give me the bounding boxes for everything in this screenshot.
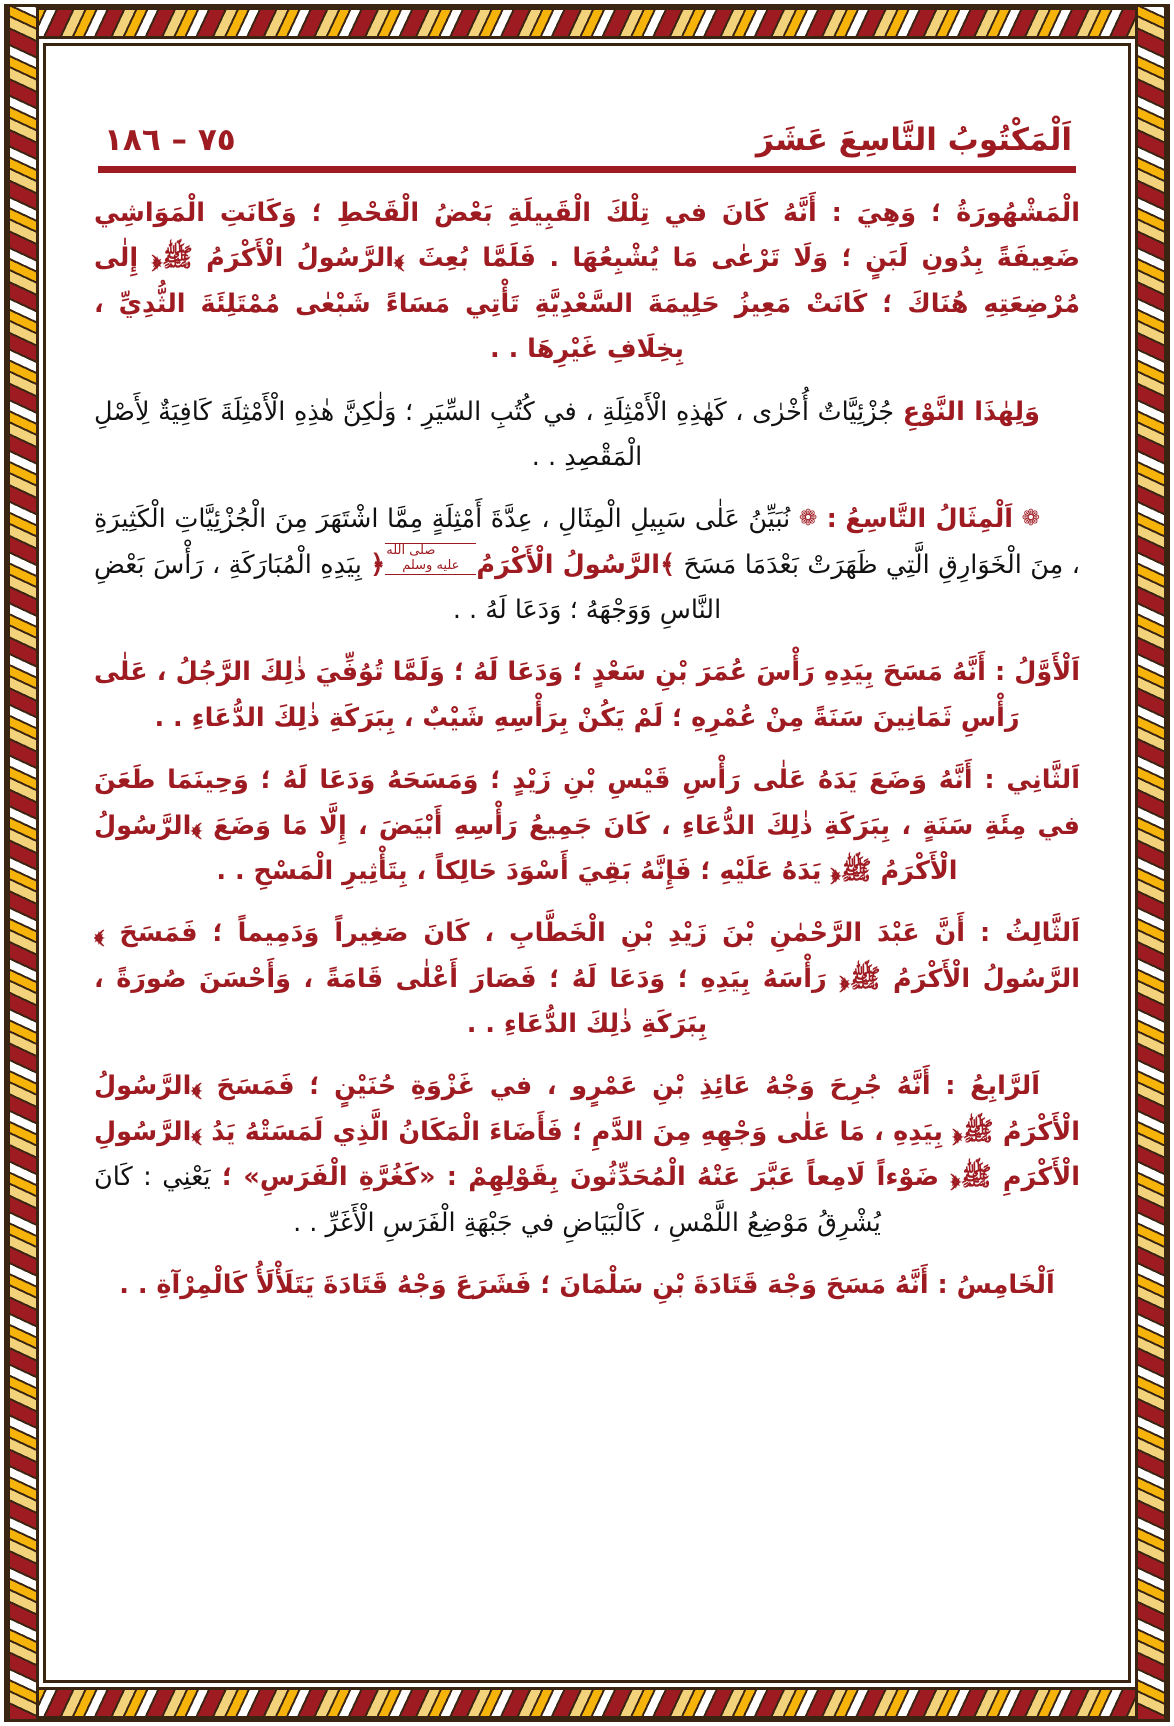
outer-frame xyxy=(4,4,1170,1722)
p3-rasul-open-bracket: ﴾ xyxy=(660,549,676,580)
p1-line-3: كَانَتْ مَعِيزُ حَلِيمَةَ السَّعْدِيَّةِ تَأْتِي مَسَاءً شَبْعٰى مُمْتَلِئَةَ الثُّدِيِّ ، بِخِلَافِ غَيْرِهَا . . xyxy=(94,288,868,365)
paragraph-6 xyxy=(94,911,1080,1047)
page-body xyxy=(94,191,1080,1308)
p5-line-1: اَلثَّانِي : أَنَّهُ وَضَعَ يَدَهُ عَلٰى رَأْسِ قَيْسِ بْنِ زَيْدٍ ؛ وَمَسَحَهُ وَدَعَا لَهُ ؛ وَحِينَمَا طَعَنَ xyxy=(94,765,1080,796)
paragraph-8 xyxy=(94,1263,1080,1308)
page-title: اَلْمَكْتُوبُ التَّاسِعَ عَشَرَ xyxy=(755,122,1072,158)
p3-body: نُبَيِّنُ عَلٰى سَبِيلِ الْمِثَالِ ، عِدَّةَ أَمْثِلَةٍ مِمَّا اشْتَهَرَ مِنَ الْجُزْئِيَّاتِ الْكَثِيرَةِ ، مِنَ الْخَوَارِقِ الَّتِي ظَهَرَتْ بَعْدَمَا مَسَحَ xyxy=(94,504,1080,580)
border-braid-bottom xyxy=(7,1687,1167,1719)
p3-rasul-name: الرَّسُولُ الْأَكْرَمُ xyxy=(476,549,661,580)
flower-ornament-left-icon: ❁ xyxy=(798,506,818,532)
page-header xyxy=(94,94,1080,156)
header-divider-rule xyxy=(98,166,1076,173)
p2-red-phrase: وَلِهٰذَا النَّوْعِ xyxy=(902,396,1040,427)
p1-line-1: الْمَشْهُورَةُ ؛ وَهِيَ : أَنَّهُ كَانَ في تِلْكَ الْقَبِيلَةِ بَعْضُ الْقَحْطِ ؛ وَكَانَتِ الْمَوَاشِي ضَعِيفَةً بِدُونِ xyxy=(94,198,1080,274)
flower-ornament-right-icon: ❁ xyxy=(1021,506,1041,532)
page-number: ٧٥ – ١٨٦ xyxy=(104,122,236,158)
page-content xyxy=(94,94,1080,1634)
p7-line-3: ﴾الرَّسُولِ الْأَكْرَمِ ﷺ﴿ ضَوْءاً لَامِعاً عَبَّرَ عَنْهُ الْمُحَدِّثُونَ بِقَوْلِهِمْ : «كَغُرَّةِ الْفَرَسِ» ؛ xyxy=(94,1116,1080,1193)
p6-line-1: اَلثَّالِثُ : أَنَّ عَبْدَ الرَّحْمٰنِ بْنَ زَيْدِ بْنِ الْخَطَّابِ ، كَانَ صَغِيراً وَدَمِيماً ؛ فَمَسَحَ xyxy=(119,918,1080,949)
p7-line-4: يَعْنِي : كَانَ يُشْرِقُ مَوْضِعُ اللَّمْسِ ، كَالْبَيَاضِ في جَبْهَةِ الْفَرَسِ الْأَغَرِّ . . xyxy=(94,1162,881,1238)
p5-line-3: الْأَكْرَمُ ﷺ﴿ يَدَهُ عَلَيْهِ ؛ فَإِنَّهُ بَقِيَ أَسْوَدَ حَالِكاً ، بِتَأْثِيرِ الْمَسْحِ . . xyxy=(216,855,958,886)
p5-line-2: في مِئَةِ سَنَةٍ ، بِبَرَكَةِ ذٰلِكَ الدُّعَاءِ ، كَانَ جَمِيعُ رَأْسِهِ أَبْيَضَ ، إِلَّا مَا وَضَعَ ﴾الرَّسُولُ xyxy=(94,810,1080,841)
border-braid-top xyxy=(7,7,1167,39)
paragraph-7 xyxy=(94,1064,1080,1246)
p7-line-1: اَلرَّابِعُ : أَنَّهُ جُرِحَ وَجْهُ عَائِذِ بْنِ عَمْرٍو ، في غَزْوَةِ حُنَيْنٍ ؛ فَمَسَحَ ﴾الرَّسُولُ xyxy=(94,1071,1040,1102)
paragraph-5 xyxy=(94,758,1080,894)
p4-line-1: اَلْأَوَّلُ : أَنَّهُ مَسَحَ بِيَدِهِ رَأْسَ عُمَرَ بْنِ سَعْدٍ ؛ وَدَعَا لَهُ ؛ وَلَمَّا تُوُفِّيَ ذٰلِكَ الرَّجُلُ ، xyxy=(156,657,1080,688)
p3-rasul-close-bracket: ﴿ xyxy=(370,549,386,580)
border-braid-right xyxy=(1135,7,1167,1719)
paragraph-4 xyxy=(94,650,1080,741)
p8-line-1: اَلْخَامِسُ : أَنَّهُ مَسَحَ وَجْهَ قَتَادَةَ بْنِ سَلْمَانَ ؛ فَشَرَعَ وَجْهُ قَتَادَةَ يَتَلَأْلَأُ كَالْمِرْآةِ . . xyxy=(119,1269,1055,1300)
p6-line-2: ﴾الرَّسُولُ الْأَكْرَمُ ﷺ﴿ رَأْسَهُ بِيَدِهِ ؛ وَدَعَا لَهُ ؛ فَصَارَ أَعْلٰى قَامَةً ، وَأَحْسَنَ صُورَةً ، xyxy=(94,918,1080,994)
p2-line-1-rest: جُزْئِيَّاتٌ أُخْرٰى ، كَهٰذِهِ الْأَمْثِلَةِ ، في كُتُبِ السِّيَرِ ؛ وَلٰكِنَّ هٰذِهِ الْأَمْثِلَةَ كَافِيَةٌ لِأَصْلِ الْمَقْصِدِ . . xyxy=(94,396,895,472)
example-heading-label: اَلْمِثَالُ التَّاسِعُ xyxy=(845,504,1014,535)
paragraph-3 xyxy=(94,497,1080,633)
p6-line-3: بِبَرَكَةِ ذٰلِكَ الدُّعَاءِ . . xyxy=(466,1009,708,1039)
p7-line-2: الْأَكْرَمُ ﷺ﴿ بِيَدِهِ ، مَا عَلٰى وَجْهِهِ مِنَ الدَّمِ ؛ فَأَضَاءَ الْمَكَانُ الَّذِي لَمَسَتْهُ يَدُ xyxy=(211,1116,1080,1147)
salawat-stamp-icon: صلى الله عليه وسلم xyxy=(385,543,476,575)
paragraph-2 xyxy=(94,390,1080,481)
heading-colon: : xyxy=(817,504,837,535)
border-braid-left xyxy=(7,7,39,1719)
p4-line-2: عَلٰى رَأْسِ ثَمَانِينَ سَنَةً مِنْ عُمْرِهِ ؛ لَمْ يَكُنْ بِرَأْسِهِ شَيْبٌ ، بِبَرَكَةِ ذٰلِكَ الدُّعَاءِ . . xyxy=(94,657,1020,733)
p1-line-2: لَبَنٍ ؛ وَلَا تَرْعٰى مَا يُشْبِعُهَا . فَلَمَّا بُعِثَ ﴾الرَّسُولُ الْأَكْرَمُ ﷺ﴿ إِلٰى مُرْضِعَتِهِ هُنَاكَ ؛ xyxy=(94,243,1080,319)
paragraph-1 xyxy=(94,191,1080,373)
inner-frame xyxy=(43,43,1131,1683)
p3-body-2: بِيَدِهِ الْمُبَارَكَةِ ، رَأْسَ بَعْضِ النَّاسِ وَوَجْهَهُ ؛ وَدَعَا لَهُ . . xyxy=(94,549,722,625)
